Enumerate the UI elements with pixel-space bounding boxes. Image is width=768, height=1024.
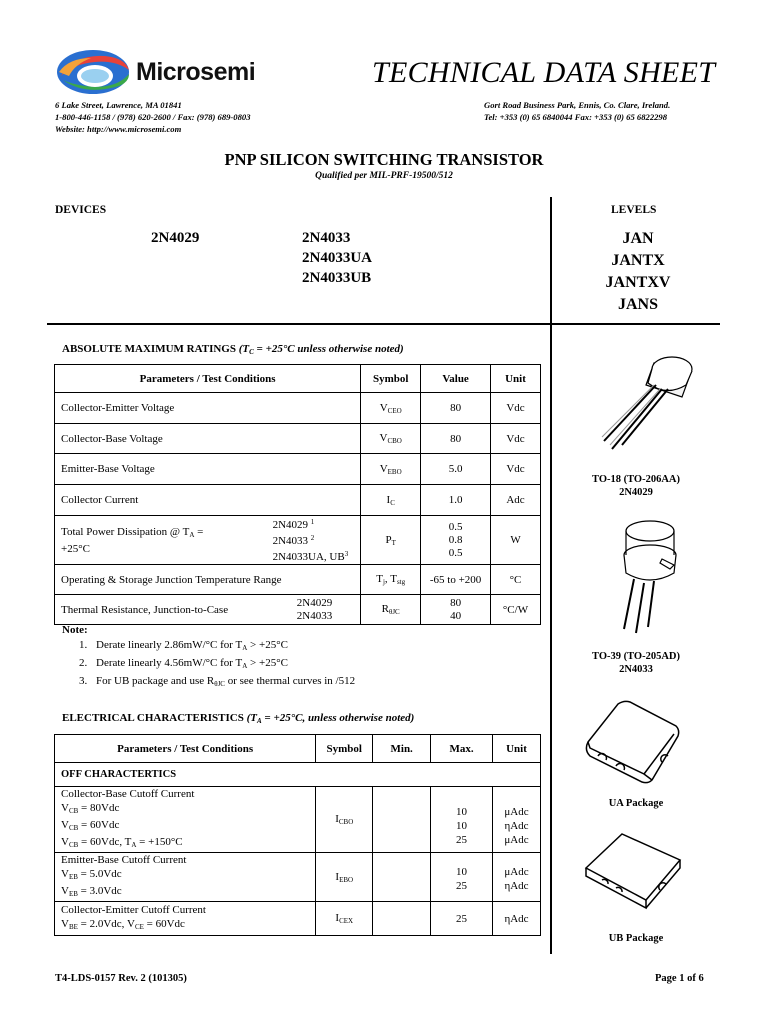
ec-section-title: ELECTRICAL CHARACTERISTICS ($T_A = +25^\circ C$, unless otherwise noted) bbox=[62, 712, 415, 725]
table-row bbox=[55, 516, 541, 565]
unit-cell: Vdc bbox=[491, 393, 541, 424]
ub-package-icon bbox=[582, 826, 686, 916]
device-item: 2N4033 bbox=[302, 230, 351, 246]
symbol-cell: $V_{CEO}$ bbox=[361, 393, 421, 424]
value-cell: 80 bbox=[421, 424, 491, 454]
table-header-row bbox=[55, 735, 541, 763]
package-label: TO-18 (TO-206AA) 2N4029 bbox=[592, 474, 680, 498]
table-row bbox=[55, 393, 541, 424]
param-cell: Collector Current bbox=[55, 485, 361, 516]
levels-label: LEVELS bbox=[611, 204, 657, 216]
column-header: Unit bbox=[491, 365, 541, 393]
table-header-row bbox=[55, 365, 541, 393]
level-item: JANS bbox=[617, 296, 658, 313]
device-sublist: 2N4029 $^1$ 2N4033 $^2$ 2N4033UA, $UB^3$ bbox=[272, 518, 349, 563]
device-list bbox=[151, 228, 199, 248]
notes-label: Note: bbox=[62, 624, 88, 636]
max-cell: 25 bbox=[431, 902, 493, 936]
phone-line: 1-800-446-1158 / (978) 620-2600 / Fax: (978) 689-0803 bbox=[55, 112, 251, 122]
note-item: 3. For UB package and use $R_{\theta JC}$ or see thermal curves in /512 bbox=[90, 674, 355, 692]
note-item: 1. Derate linearly 2.86mW/°C for $T_A > +25^\circ C$ bbox=[90, 638, 355, 656]
param-cell: Collector-Emitter Voltage bbox=[55, 393, 361, 424]
page-title: TECHNICAL DATA SHEET bbox=[372, 56, 716, 89]
logo-text: Microsemi bbox=[136, 58, 256, 86]
column-header: Parameters / Test Conditions bbox=[55, 735, 316, 763]
symbol-cell: $R_{\theta JC}$ bbox=[361, 595, 421, 625]
unit-cell: W bbox=[491, 516, 541, 565]
microsemi-logo-icon bbox=[55, 46, 133, 98]
column-header: Symbol bbox=[316, 735, 373, 763]
symbol-cell: $I_{CBO}$ bbox=[316, 787, 373, 853]
table-row bbox=[55, 485, 541, 516]
device-item: 2N4033UA bbox=[302, 250, 372, 266]
devices-label: DEVICES bbox=[55, 204, 107, 216]
value-cell: 80 bbox=[421, 393, 491, 424]
param-cell: Operating & Storage Junction Temperature Range bbox=[55, 565, 361, 595]
unit-cell: °C bbox=[491, 565, 541, 595]
package-label: UA Package bbox=[608, 798, 664, 809]
table-row bbox=[55, 902, 541, 936]
page-number: Page 1 of 6 bbox=[655, 973, 704, 984]
unit-cell: Vdc bbox=[491, 454, 541, 485]
column-header: Min. bbox=[373, 735, 431, 763]
min-cell bbox=[373, 853, 431, 902]
min-cell bbox=[373, 787, 431, 853]
address-line: 6 Lake Street, Lawrence, MA 01841 bbox=[55, 100, 182, 110]
ec-table bbox=[54, 734, 541, 936]
value-cell: 80 40 bbox=[421, 595, 491, 625]
package-label: UB Package bbox=[608, 933, 664, 944]
address-usa bbox=[55, 99, 251, 135]
symbol-cell: $T_j$, $T_{stg}$ bbox=[361, 565, 421, 595]
column-header: Parameters / Test Conditions bbox=[55, 365, 361, 393]
column-header: Symbol bbox=[361, 365, 421, 393]
min-cell bbox=[373, 902, 431, 936]
unit-cell: ηAdc bbox=[493, 902, 541, 936]
section-row bbox=[55, 763, 541, 787]
symbol-cell: $V_{CBO}$ bbox=[361, 424, 421, 454]
column-header: Max. bbox=[431, 735, 493, 763]
to18-package-icon bbox=[588, 345, 708, 455]
note-item: 2. Derate linearly 4.56mW/°C for $T_A > +25^\circ C$ bbox=[90, 656, 355, 674]
website-line: Website: http://www.microsemi.com bbox=[55, 124, 182, 134]
table-row bbox=[55, 595, 541, 625]
value-cell: 1.0 bbox=[421, 485, 491, 516]
table-row bbox=[55, 787, 541, 853]
table-row bbox=[55, 853, 541, 902]
max-cell: 10 10 25 bbox=[431, 787, 493, 853]
max-cell: 10 25 bbox=[431, 853, 493, 902]
param-cell: Collector-Base Cutoff Current $V_{CB} = 80Vdc$ $V_{CB} = 60Vdc$ $V_{CB} = 60Vdc$, $T_A = +150^\circ C$ bbox=[55, 787, 316, 853]
section-header: OFF CHARACTERTICS bbox=[55, 763, 541, 787]
notes bbox=[62, 623, 355, 692]
document-number: T4-LDS-0157 Rev. 2 (101305) bbox=[55, 973, 187, 984]
value-cell: -65 to +200 bbox=[421, 565, 491, 595]
unit-cell: Adc bbox=[491, 485, 541, 516]
level-item: JAN bbox=[622, 230, 654, 247]
ua-package-icon bbox=[582, 696, 684, 786]
amr-section-title: ABSOLUTE MAXIMUM RATINGS ($T_C = +25^\circ C$ unless otherwise noted) bbox=[62, 343, 404, 356]
unit-cell: μAdc ηAdc bbox=[493, 853, 541, 902]
table-row bbox=[55, 565, 541, 595]
value-cell: 5.0 bbox=[421, 454, 491, 485]
device-item: 2N4029 bbox=[151, 230, 200, 246]
column-header: Value bbox=[421, 365, 491, 393]
vertical-divider bbox=[550, 197, 552, 954]
symbol-cell: $P_T$ bbox=[361, 516, 421, 565]
device-list bbox=[302, 228, 372, 288]
address-ireland bbox=[484, 99, 670, 123]
phone-line: Tel: +353 (0) 65 6840044 Fax: +353 (0) 65 6822298 bbox=[484, 112, 668, 122]
unit-cell: °C/W bbox=[491, 595, 541, 625]
param-cell: Total Power Dissipation @ $T_A$ = +25°C 2N4029 $^1$ 2N4033 $^2$ 2N4033UA, $UB^3$ bbox=[55, 516, 361, 565]
level-item: JANTXV bbox=[605, 274, 671, 291]
level-item: JANTX bbox=[611, 252, 665, 269]
param-cell: Thermal Resistance, Junction-to-Case 2N4029 2N4033 bbox=[55, 595, 361, 625]
param-cell: Collector-Base Voltage bbox=[55, 424, 361, 454]
unit-cell: μAdc ηAdc μAdc bbox=[493, 787, 541, 853]
levels-list bbox=[598, 228, 678, 316]
product-subtitle: Qualified per MIL-PRF-19500/512 bbox=[315, 171, 453, 181]
value-cell: 0.5 0.8 0.5 bbox=[421, 516, 491, 565]
symbol-cell: $I_{CEX}$ bbox=[316, 902, 373, 936]
table-row bbox=[55, 424, 541, 454]
symbol-cell: $V_{EBO}$ bbox=[361, 454, 421, 485]
table-row bbox=[55, 454, 541, 485]
unit-cell: Vdc bbox=[491, 424, 541, 454]
product-title: PNP SILICON SWITCHING TRANSISTOR bbox=[224, 150, 544, 169]
to39-package-icon bbox=[604, 515, 694, 635]
address-line: Gort Road Business Park, Ennis, Co. Clare, Ireland. bbox=[484, 100, 671, 110]
device-item: 2N4033UB bbox=[302, 270, 372, 286]
param-cell: Collector-Emitter Cutoff Current $V_{BE} = 2.0Vdc$, $V_{CE} = 60Vdc$ bbox=[55, 902, 316, 936]
package-label: TO-39 (TO-205AD) 2N4033 bbox=[592, 651, 680, 675]
param-cell: Emitter-Base Voltage bbox=[55, 454, 361, 485]
param-cell: Emitter-Base Cutoff Current $V_{EB} = 5.0Vdc$ $V_{EB} = 3.0Vdc$ bbox=[55, 853, 316, 902]
horizontal-divider bbox=[47, 323, 720, 325]
amr-table bbox=[54, 364, 541, 625]
column-header: Unit bbox=[493, 735, 541, 763]
symbol-cell: $I_{EBO}$ bbox=[316, 853, 373, 902]
symbol-cell: $I_C$ bbox=[361, 485, 421, 516]
